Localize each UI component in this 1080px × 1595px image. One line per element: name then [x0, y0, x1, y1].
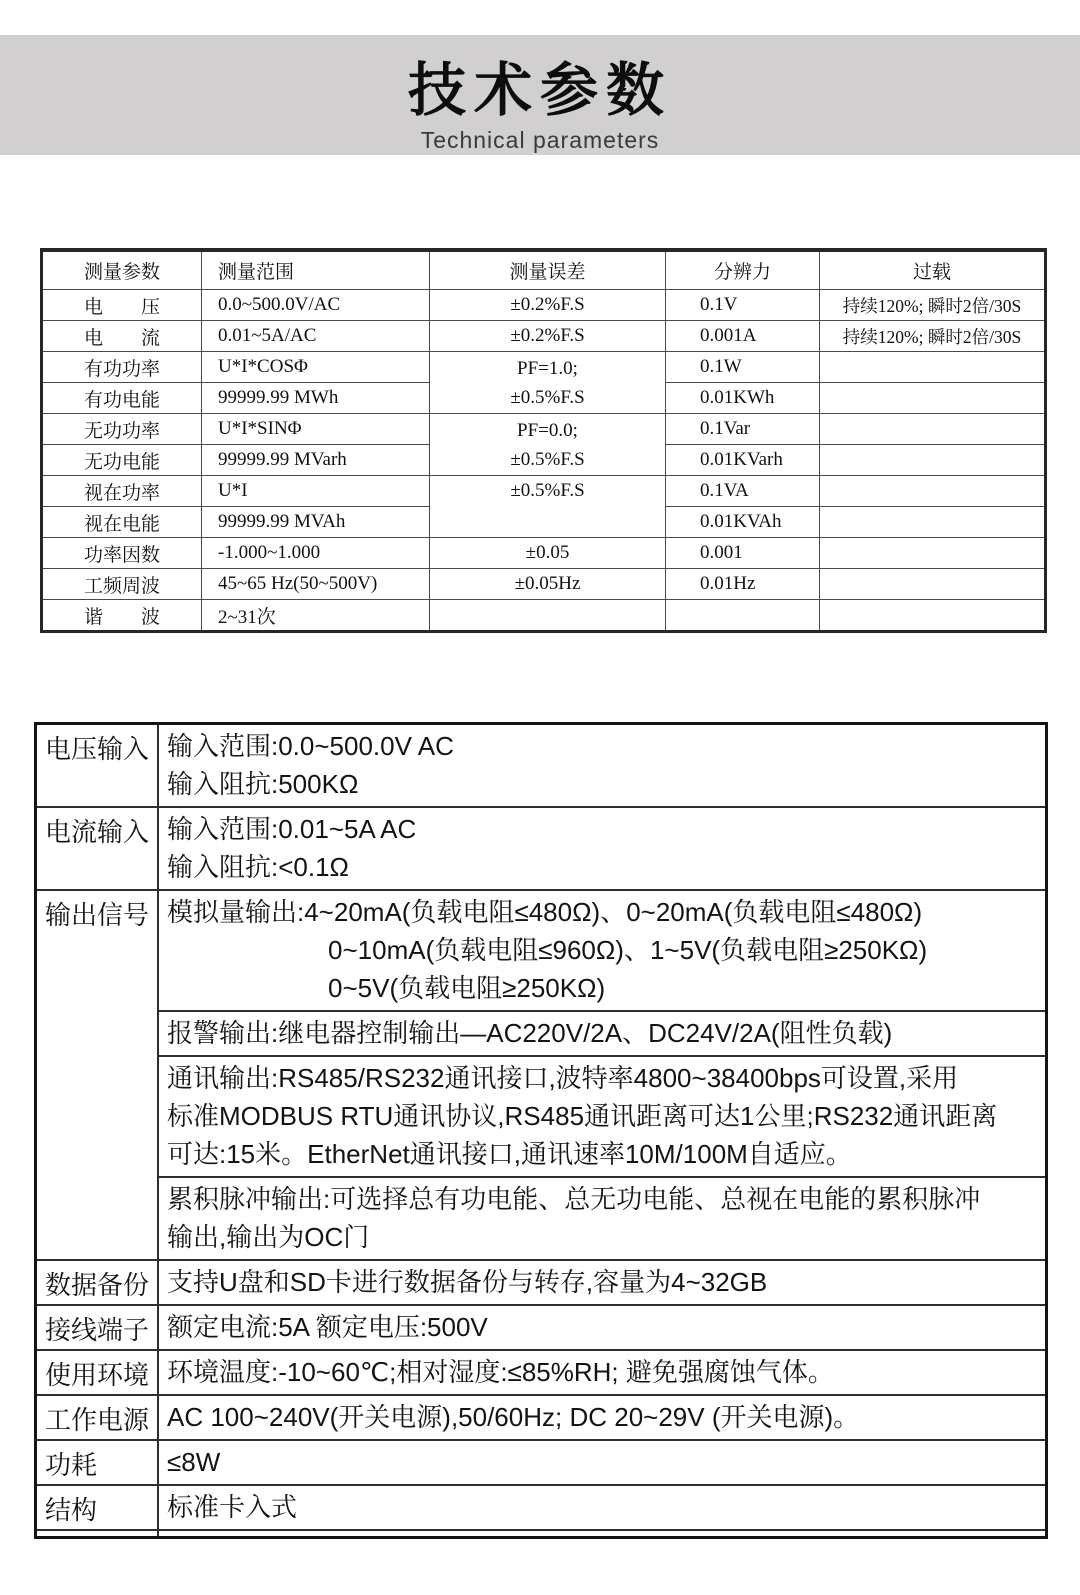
col-header-range: 测量范围 — [202, 250, 430, 290]
overload-cell — [820, 352, 1046, 383]
spec-line: 环境温度:-10~60℃;相对湿度:≤85%RH; 避免强腐蚀气体。 — [167, 1357, 834, 1387]
param-cell: 无功功率 — [42, 414, 202, 445]
spec-row-power-consumption — [37, 1439, 1045, 1484]
overload-cell — [820, 538, 1046, 569]
resolution-cell — [666, 600, 820, 632]
spec-line: 输入范围:0.01~5A AC — [167, 814, 417, 844]
overload-cell — [820, 476, 1046, 507]
spec-section-alarm-output — [159, 1010, 1045, 1055]
resolution-cell: 0.01KVarh — [666, 445, 820, 476]
table-row-harmonics — [42, 600, 1046, 632]
param-cell: 视在电能 — [42, 507, 202, 538]
error-line: PF=0.0; — [517, 419, 578, 441]
spec-label: 使用环境 — [37, 1351, 159, 1394]
range-cell: 99999.99 MVAh — [202, 507, 430, 538]
spec-line: 输出,输出为OC门 — [167, 1222, 370, 1252]
overload-cell — [820, 600, 1046, 632]
spec-row-output-signal — [37, 889, 1045, 1259]
overload-cell — [820, 569, 1046, 600]
overload-cell — [820, 507, 1046, 538]
spec-line: 0~5V(负载电阻≥250KΩ) — [328, 973, 606, 1003]
col-header-overload: 过载 — [820, 250, 1046, 290]
spec-row-environment — [37, 1349, 1045, 1394]
range-cell: 45~65 Hz(50~500V) — [202, 569, 430, 600]
specification-table — [34, 722, 1048, 1539]
resolution-cell: 0.01KWh — [666, 383, 820, 414]
resolution-cell: 0.1Var — [666, 414, 820, 445]
spec-line: 可达:15米。EtherNet通讯接口,通讯速率10M/100M自适应。 — [167, 1139, 852, 1169]
spec-label: 电压输入 — [37, 725, 159, 806]
col-header-param: 测量参数 — [42, 250, 202, 290]
table-row-reactive-power — [42, 414, 1046, 445]
spec-line: 输入阻抗:<0.1Ω — [167, 852, 349, 882]
error-line: PF=1.0; — [517, 357, 578, 379]
col-header-resolution: 分辨力 — [666, 250, 820, 290]
param-cell: 有功电能 — [42, 383, 202, 414]
spec-label: 输出信号 — [37, 891, 159, 1259]
table-row-current — [42, 321, 1046, 352]
spec-label: 电流输入 — [37, 808, 159, 889]
error-cell: ±0.05Hz — [430, 569, 666, 600]
range-cell: U*I — [202, 476, 430, 507]
table-row-active-power — [42, 352, 1046, 383]
range-cell: 99999.99 MWh — [202, 383, 430, 414]
table-row-frequency — [42, 569, 1046, 600]
spec-row-current-input — [37, 806, 1045, 889]
spec-line: 支持U盘和SD卡进行数据备份与转存,容量为4~32GB — [167, 1267, 768, 1297]
range-cell: -1.000~1.000 — [202, 538, 430, 569]
range-cell: 0.01~5A/AC — [202, 321, 430, 352]
spec-label — [37, 1531, 159, 1536]
spec-line: 标准MODBUS RTU通讯协议,RS485通讯距离可达1公里;RS232通讯距离 — [167, 1101, 998, 1131]
overload-cell — [820, 445, 1046, 476]
error-line: ±0.5%F.S — [510, 480, 585, 501]
overload-cell: 持续120%; 瞬时2倍/30S — [820, 321, 1046, 352]
spec-section-analog-output — [159, 891, 1045, 1010]
spec-row-structure — [37, 1529, 1045, 1536]
param-cell: 工频周波 — [42, 569, 202, 600]
range-cell: 99999.99 MVarh — [202, 445, 430, 476]
spec-line: AC 100~240V(开关电源),50/60Hz; DC 20~29V (开关电源)。 — [167, 1402, 860, 1432]
spec-label: 接线端子 — [37, 1306, 159, 1349]
spec-line: 0~10mA(负载电阻≤960Ω)、1~5V(负载电阻≥250KΩ) — [328, 935, 928, 965]
resolution-cell: 0.1VA — [666, 476, 820, 507]
param-cell: 功率因数 — [42, 538, 202, 569]
error-cell-merged — [430, 414, 666, 476]
spec-section-pulse-output — [159, 1176, 1045, 1259]
spec-line: 通讯输出:RS485/RS232通讯接口,波特率4800~38400bps可设置,采用 — [167, 1063, 959, 1093]
spec-line: 累积脉冲输出:可选择总有功电能、总无功电能、总视在电能的累积脉冲 — [167, 1184, 981, 1214]
page-subtitle: Technical parameters — [420, 127, 660, 153]
title-banner — [0, 35, 1080, 155]
col-header-error: 测量误差 — [430, 250, 666, 290]
overload-cell — [820, 383, 1046, 414]
error-line: ±0.5%F.S — [510, 386, 585, 408]
table-row-voltage — [42, 290, 1046, 321]
spec-line: 标准卡入式 — [167, 1492, 298, 1522]
resolution-cell: 0.001A — [666, 321, 820, 352]
spec-line: 模拟量输出:4~20mA(负载电阻≤480Ω)、0~20mA(负载电阻≤480Ω) — [167, 897, 923, 927]
overload-cell — [820, 414, 1046, 445]
resolution-cell: 0.1W — [666, 352, 820, 383]
spec-row-terminals — [37, 1304, 1045, 1349]
spec-row-power-supply — [37, 1394, 1045, 1439]
spec-label: 工作电源 — [37, 1396, 159, 1439]
measurement-parameters-table — [40, 248, 1047, 633]
spec-section-comm-output — [159, 1055, 1045, 1176]
param-cell: 有功功率 — [42, 352, 202, 383]
param-cell: 谐 波 — [42, 600, 202, 632]
resolution-cell: 0.01Hz — [666, 569, 820, 600]
resolution-cell: 0.01KVAh — [666, 507, 820, 538]
error-line: ±0.5%F.S — [510, 448, 585, 470]
table-row-apparent-power — [42, 476, 1046, 507]
error-cell: ±0.2%F.S — [430, 290, 666, 321]
error-cell: ±0.05 — [430, 538, 666, 569]
spec-line: ≤8W — [167, 1447, 221, 1477]
range-cell: 2~31次 — [202, 600, 430, 632]
param-cell: 视在功率 — [42, 476, 202, 507]
range-cell: 0.0~500.0V/AC — [202, 290, 430, 321]
spec-label: 结构 — [37, 1486, 159, 1529]
spec-label: 数据备份 — [37, 1261, 159, 1304]
error-cell — [430, 600, 666, 632]
range-cell: U*I*SINΦ — [202, 414, 430, 445]
param-cell: 电 流 — [42, 321, 202, 352]
spec-row-voltage-input — [37, 725, 1045, 806]
overload-cell: 持续120%; 瞬时2倍/30S — [820, 290, 1046, 321]
resolution-cell: 0.001 — [666, 538, 820, 569]
error-cell-merged — [430, 476, 666, 538]
spec-line: 报警输出:继电器控制输出—AC220V/2A、DC24V/2A(阻性负载) — [167, 1018, 893, 1048]
resolution-cell: 0.1V — [666, 290, 820, 321]
table-header-row — [42, 250, 1046, 290]
spec-line: 输入阻抗:500KΩ — [167, 769, 359, 799]
error-cell: ±0.2%F.S — [430, 321, 666, 352]
spec-line: 额定电流:5A 额定电压:500V — [167, 1312, 488, 1342]
spec-label: 功耗 — [37, 1441, 159, 1484]
param-cell: 电 压 — [42, 290, 202, 321]
param-cell: 无功电能 — [42, 445, 202, 476]
table-row-power-factor — [42, 538, 1046, 569]
spec-line: 输入范围:0.0~500.0V AC — [167, 731, 454, 761]
range-cell: U*I*COSΦ — [202, 352, 430, 383]
page-title: 技术参数 — [407, 58, 672, 123]
error-cell-merged — [430, 352, 666, 414]
spec-row-power-watt — [37, 1484, 1045, 1529]
spec-row-data-backup — [37, 1259, 1045, 1304]
